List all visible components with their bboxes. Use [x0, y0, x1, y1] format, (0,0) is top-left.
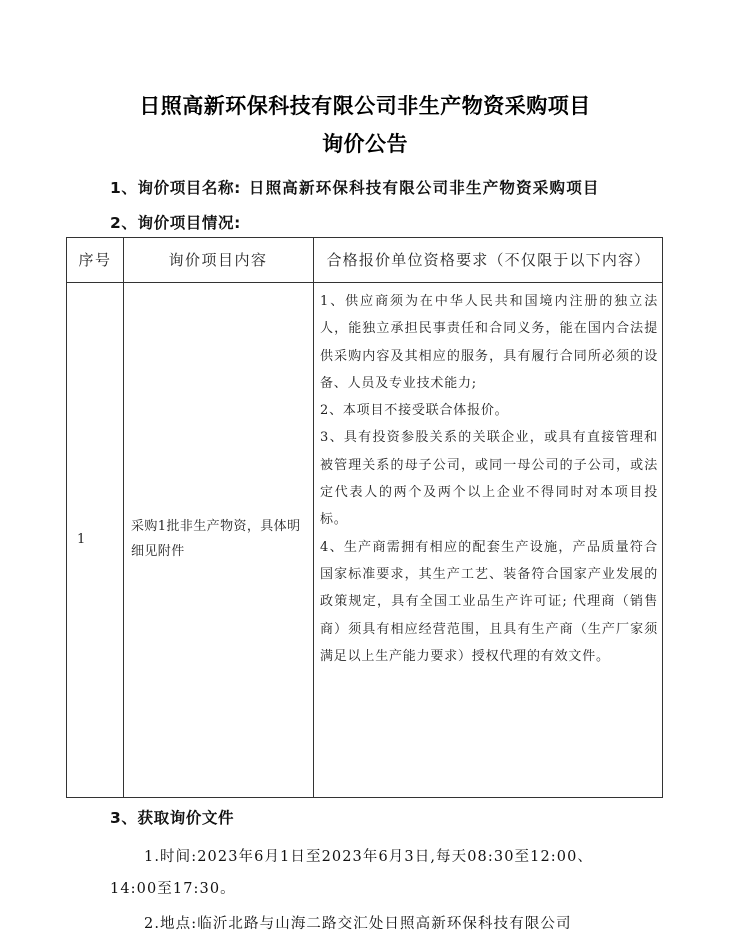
requirement-item: 1、供应商须为在中华人民共和国境内注册的独立法人，能独立承担民事责任和合同义务，能在国内合法提供采购内容及其相应的服务，具有履行合同所必须的设备、人员及专业技术能力; — [320, 294, 658, 391]
section-number: 1、 — [110, 179, 138, 197]
document-subtitle: 询价公告 — [322, 132, 408, 156]
row-seq: 1 — [77, 532, 86, 547]
document-title: 日照高新环保科技有限公司非生产物资采购项目 — [139, 94, 591, 118]
inquiry-table — [66, 237, 663, 798]
location-paragraph: 2.地点:临沂北路与山海二路交汇处日照高新环保科技有限公司 — [144, 916, 572, 932]
header-seq: 序号 — [78, 251, 112, 269]
header-requirements: 合格报价单位资格要求（不仅限于以下内容） — [326, 251, 651, 269]
section-label: 询价项目名称: — [137, 179, 241, 197]
row-requirements — [320, 288, 658, 670]
table-divider — [313, 238, 314, 797]
requirement-item: 3、具有投资参股关系的关联企业，或具有直接管理和被管理关系的母子公司，或同一母公司的子公司，或法定代表人的两个及两个以上企业不得同时对本项目投标。 — [320, 430, 658, 528]
section-number: 3、 — [110, 809, 138, 827]
section-label: 获取询价文件 — [137, 809, 235, 827]
section-label: 询价项目情况: — [137, 214, 241, 232]
project-name-value: 日照高新环保科技有限公司非生产物资采购项目 — [248, 179, 600, 197]
requirement-item: 4、生产商需拥有相应的配套生产设施，产品质量符合国家标准要求，其生产工艺、装备符合国家产业发展的政策规定，具有全国工业品生产许可证; 代理商（销售商）须具有相应经营范围，且具有生产商（生产厂家须满足以上生产能力要求）授权代理的有效文件。 — [320, 539, 658, 664]
time-paragraph-continued: 14:00至17:30。 — [110, 881, 236, 897]
table-divider — [123, 238, 124, 797]
header-content: 询价项目内容 — [168, 251, 268, 269]
section-obtain-documents — [110, 806, 234, 828]
table-divider — [67, 282, 662, 283]
row-content: 采购1批非生产物资，具体明细见附件 — [131, 519, 301, 559]
time-paragraph: 1.时间:2023年6月1日至2023年6月3日,每天08:30至12:00、 — [144, 849, 594, 865]
section-project-details — [110, 211, 241, 233]
requirement-item: 2、本项目不接受联合体报价。 — [320, 403, 509, 419]
section-number: 2、 — [110, 214, 138, 232]
section-project-name — [110, 176, 600, 198]
